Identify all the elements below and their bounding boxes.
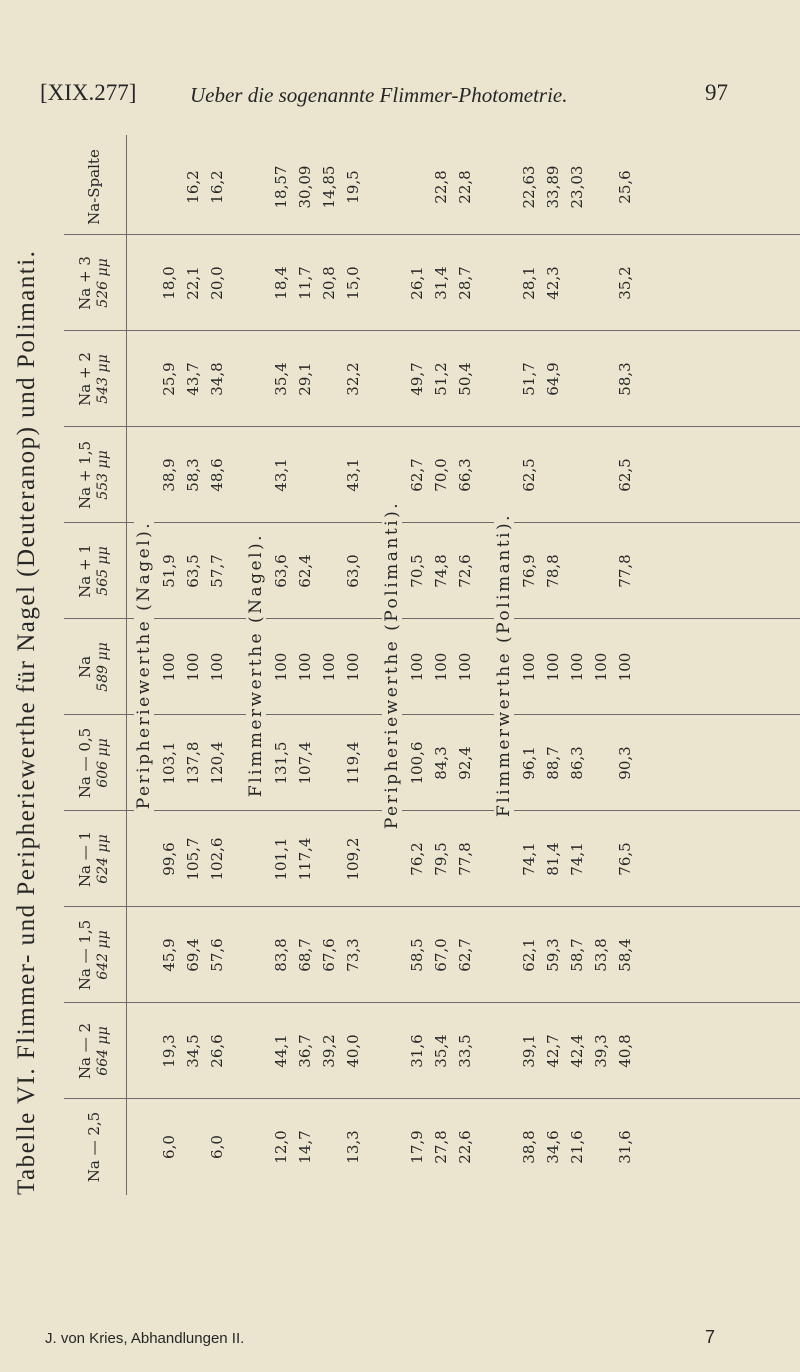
section-title: [244, 135, 268, 1195]
table-cell: 100: [544, 652, 562, 682]
table-cell: [566, 427, 588, 523]
table-cell: 31,6: [616, 1130, 634, 1164]
table-cell: 57,6: [208, 938, 226, 972]
table-row: [342, 135, 364, 1195]
column-header-wavelength: 606 μμ: [94, 738, 111, 788]
column-header-label: Na — 0,5: [75, 727, 94, 799]
section-title-text: Peripheriewerthe (Polimanti).: [382, 493, 402, 837]
table-cell: 17,9: [408, 1130, 426, 1164]
table-cell: 100: [456, 652, 474, 682]
table-cell: [590, 1099, 612, 1195]
table-cell: 35,2: [616, 266, 634, 300]
table-cell: [542, 427, 564, 523]
table-cell: 31,4: [432, 266, 450, 300]
table-cell: 79,5: [432, 842, 450, 876]
table-cell: 81,4: [544, 842, 562, 876]
table-cell: 137,8: [184, 741, 202, 785]
table-cell: 27,8: [432, 1130, 450, 1164]
table-row: [590, 135, 612, 1195]
table-cell: 90,3: [616, 746, 634, 780]
table-cell: 74,8: [432, 554, 450, 588]
table-cell: 42,7: [544, 1034, 562, 1068]
table-cell: [566, 523, 588, 619]
table-cell: [318, 331, 340, 427]
table-cell: [294, 427, 316, 523]
table-cell: [566, 235, 588, 331]
table-cell: 109,2: [344, 837, 362, 881]
table-cell: 100: [592, 652, 610, 682]
table-cell: [158, 139, 180, 235]
table-cell: 63,5: [184, 554, 202, 588]
table-cell: 76,5: [616, 842, 634, 876]
table-cell: 100: [320, 652, 338, 682]
table-cell: 48,6: [208, 458, 226, 492]
table-cell: [318, 523, 340, 619]
column-header-label: Na + 2: [75, 352, 94, 406]
table-cell: 22,8: [456, 170, 474, 204]
table-cell: 119,4: [344, 741, 362, 785]
table-cell: 21,6: [568, 1130, 586, 1164]
table-cell: 49,7: [408, 362, 426, 396]
column-header-label: Na — 2,5: [84, 1111, 103, 1183]
table-row: [518, 135, 540, 1195]
table-cell: 33,5: [456, 1034, 474, 1068]
table-cell: 43,1: [272, 458, 290, 492]
table-cell: 83,8: [272, 938, 290, 972]
column-header-label: Na + 3: [75, 256, 94, 310]
table-cell: [590, 331, 612, 427]
table-cell: 67,6: [320, 938, 338, 972]
table-cell: 100: [408, 652, 426, 682]
column-header: [64, 811, 124, 907]
table-cell: 63,6: [272, 554, 290, 588]
table-row: [158, 135, 180, 1195]
table-cell: 100,6: [408, 741, 426, 785]
table-cell: 62,7: [408, 458, 426, 492]
table-cell: [590, 715, 612, 811]
table-cell: [318, 427, 340, 523]
table-cell: 62,5: [520, 458, 538, 492]
table-cell: 62,7: [456, 938, 474, 972]
table-cell: 100: [432, 652, 450, 682]
table-cell: 26,1: [408, 266, 426, 300]
column-header-label: Na — 1,5: [75, 919, 94, 991]
table-cell: 100: [568, 652, 586, 682]
column-header-label: Na + 1: [75, 544, 94, 598]
table-cell: 40,0: [344, 1034, 362, 1068]
table-cell: 53,8: [592, 938, 610, 972]
table-cell: [590, 235, 612, 331]
column-header: [64, 139, 124, 235]
table-cell: 107,4: [296, 741, 314, 785]
table-cell: 103,1: [160, 741, 178, 785]
table-cell: 64,9: [544, 362, 562, 396]
table-cell: [590, 427, 612, 523]
table-cell: 35,4: [432, 1034, 450, 1068]
column-header: [64, 235, 124, 331]
table-cell: 92,4: [456, 746, 474, 780]
table-cell: 77,8: [616, 554, 634, 588]
table-cell: 102,6: [208, 837, 226, 881]
table-cell: 57,7: [208, 554, 226, 588]
column-header-wavelength: 624 μμ: [94, 834, 111, 884]
table-cell: 58,3: [616, 362, 634, 396]
table-cell: 59,3: [544, 938, 562, 972]
table-cell: 99,6: [160, 842, 178, 876]
table-cell: 39,2: [320, 1034, 338, 1068]
table-cell: 84,3: [432, 746, 450, 780]
table-cell: 14,85: [320, 165, 338, 209]
header-page-number: 97: [705, 80, 728, 105]
table-cell: 19,3: [160, 1034, 178, 1068]
table-cell: 25,9: [160, 362, 178, 396]
column-header-wavelength: 543 μμ: [94, 354, 111, 404]
table-row: [430, 135, 452, 1195]
table-row: [270, 135, 292, 1195]
table-cell: 23,03: [568, 165, 586, 209]
table-cell: 35,4: [272, 362, 290, 396]
rotated-table: [0, 15, 800, 1195]
table-row: [206, 135, 228, 1195]
table-cell: 11,7: [296, 266, 314, 300]
table-cell: 70,5: [408, 554, 426, 588]
column-header: [64, 1099, 124, 1195]
table-cell: 40,8: [616, 1034, 634, 1068]
table-cell: 45,9: [160, 938, 178, 972]
column-header: [64, 331, 124, 427]
table-cell: 74,1: [520, 842, 538, 876]
table-cell: 51,9: [160, 554, 178, 588]
table-cell: 25,6: [616, 170, 634, 204]
column-header-label: Na-Spalte: [84, 149, 103, 225]
table-cell: 120,4: [208, 741, 226, 785]
table-cell: 76,2: [408, 842, 426, 876]
table-cell: 36,7: [296, 1034, 314, 1068]
table-cell: 88,7: [544, 746, 562, 780]
column-header: [64, 1003, 124, 1099]
table-cell: 30,09: [296, 165, 314, 209]
column-header-wavelength: 642 μμ: [94, 930, 111, 980]
table-cell: 62,4: [296, 554, 314, 588]
column-header-label: Na: [75, 655, 94, 679]
table-cell: 32,2: [344, 362, 362, 396]
table-row: [566, 135, 588, 1195]
table-cell: 100: [296, 652, 314, 682]
column-header: [64, 907, 124, 1003]
table-cell: 100: [272, 652, 290, 682]
table-cell: 62,5: [616, 458, 634, 492]
table-cell: 51,2: [432, 362, 450, 396]
table-cell: 70,0: [432, 458, 450, 492]
table-cell: 42,4: [568, 1034, 586, 1068]
table-cell: 50,4: [456, 362, 474, 396]
column-header-label: Na — 2: [75, 1022, 94, 1080]
table-row: [614, 135, 636, 1195]
table-row: [454, 135, 476, 1195]
table-cell: 101,1: [272, 837, 290, 881]
table-row: [406, 135, 428, 1195]
table-cell: 22,1: [184, 266, 202, 300]
table-cell: 77,8: [456, 842, 474, 876]
table-cell: 15,0: [344, 266, 362, 300]
table-cell: 18,57: [272, 165, 290, 209]
table-cell: 26,6: [208, 1034, 226, 1068]
footer-left: J. von Kries, Abhandlungen II.: [45, 1330, 245, 1347]
table-cell: 31,6: [408, 1034, 426, 1068]
table-cell: 78,8: [544, 554, 562, 588]
table-cell: [318, 811, 340, 907]
table-cell: 62,1: [520, 938, 538, 972]
table-cell: 63,0: [344, 554, 362, 588]
table-cell: 43,7: [184, 362, 202, 396]
table-row: [318, 135, 340, 1195]
column-header: [64, 619, 124, 715]
table-cell: 16,2: [184, 170, 202, 204]
table-cell: [590, 811, 612, 907]
table-cell: [182, 1099, 204, 1195]
column-header-wavelength: 553 μμ: [94, 450, 111, 500]
column-header-wavelength: 664 μμ: [94, 1026, 111, 1076]
section-title-text: Flimmerwerthe (Polimanti).: [494, 505, 514, 825]
table-cell: 39,1: [520, 1034, 538, 1068]
column-header-wavelength: 565 μμ: [94, 546, 111, 596]
table-cell: 58,4: [616, 938, 634, 972]
table-cell: 6,0: [160, 1135, 178, 1159]
table-cell: 22,6: [456, 1130, 474, 1164]
table-cell: 38,9: [160, 458, 178, 492]
table-cell: 100: [344, 652, 362, 682]
column-header-label: Na + 1,5: [75, 440, 94, 510]
section-title-text: Peripheriewerthe (Nagel).: [134, 513, 154, 817]
table-cell: 73,3: [344, 938, 362, 972]
table-cell: 16,2: [208, 170, 226, 204]
table-cell: 100: [208, 652, 226, 682]
table-cell: 44,1: [272, 1034, 290, 1068]
column-header: [64, 427, 124, 523]
column-header-wavelength: 526 μμ: [94, 258, 111, 308]
table-cell: 43,1: [344, 458, 362, 492]
header-title: Ueber die sogenannte Flimmer-Photometrie.: [190, 83, 568, 107]
header-reference: [XIX.277]: [40, 80, 137, 105]
table-caption: Tabelle VI. Flimmer- und Peripheriewerthe für Nagel (Deuteranop) und Polimanti.: [13, 249, 40, 1195]
table-cell: [590, 139, 612, 235]
column-header: [64, 715, 124, 811]
table-cell: 74,1: [568, 842, 586, 876]
table-cell: 58,7: [568, 938, 586, 972]
table-cell: 34,6: [544, 1130, 562, 1164]
table-cell: 67,0: [432, 938, 450, 972]
column-header-label: Na — 1: [75, 830, 94, 888]
table-cell: 14,7: [296, 1130, 314, 1164]
table-cell: 20,0: [208, 266, 226, 300]
table-cell: 68,7: [296, 938, 314, 972]
table-cell: 131,5: [272, 741, 290, 785]
table-cell: 19,5: [344, 170, 362, 204]
table-cell: 13,3: [344, 1130, 362, 1164]
table-cell: 58,5: [408, 938, 426, 972]
table-cell: 39,3: [592, 1034, 610, 1068]
table-row: [542, 135, 564, 1195]
table-cell: 72,6: [456, 554, 474, 588]
section-title: [492, 135, 516, 1195]
table-cell: [318, 1099, 340, 1195]
table-cell: 51,7: [520, 362, 538, 396]
table-cell: 117,4: [296, 837, 314, 881]
table-cell: 18,4: [272, 266, 290, 300]
table-cell: 86,3: [568, 746, 586, 780]
footer-signature-mark: 7: [705, 1327, 716, 1347]
table-cell: 100: [520, 652, 538, 682]
table-cell: 96,1: [520, 746, 538, 780]
header-rule: [126, 135, 127, 1195]
table-cell: 100: [184, 652, 202, 682]
column-header: [64, 523, 124, 619]
table-cell: [406, 139, 428, 235]
table-cell: 34,8: [208, 362, 226, 396]
table-cell: 34,5: [184, 1034, 202, 1068]
table-cell: 42,3: [544, 266, 562, 300]
table-cell: 28,7: [456, 266, 474, 300]
table-cell: 29,1: [296, 362, 314, 396]
table-cell: [590, 523, 612, 619]
table-cell: 69,4: [184, 938, 202, 972]
table-cell: 100: [160, 652, 178, 682]
table-cell: 12,0: [272, 1130, 290, 1164]
table-cell: 66,3: [456, 458, 474, 492]
table-cell: 38,8: [520, 1130, 538, 1164]
table-cell: 28,1: [520, 266, 538, 300]
table-row: [294, 135, 316, 1195]
table-cell: 6,0: [208, 1135, 226, 1159]
column-header-wavelength: 589 μμ: [94, 642, 111, 692]
table-cell: 22,63: [520, 165, 538, 209]
table-cell: 18,0: [160, 266, 178, 300]
section-title: [380, 135, 404, 1195]
table-row: [182, 135, 204, 1195]
table-cell: 33,89: [544, 165, 562, 209]
table-cell: 76,9: [520, 554, 538, 588]
table-cell: 100: [616, 652, 634, 682]
table-cell: 58,3: [184, 458, 202, 492]
table-cell: [318, 715, 340, 811]
section-title-text: Flimmerwerthe (Nagel).: [246, 525, 266, 805]
table-cell: 20,8: [320, 266, 338, 300]
section-title: [132, 135, 156, 1195]
table-cell: 22,8: [432, 170, 450, 204]
table-cell: [566, 331, 588, 427]
table-cell: 105,7: [184, 837, 202, 881]
